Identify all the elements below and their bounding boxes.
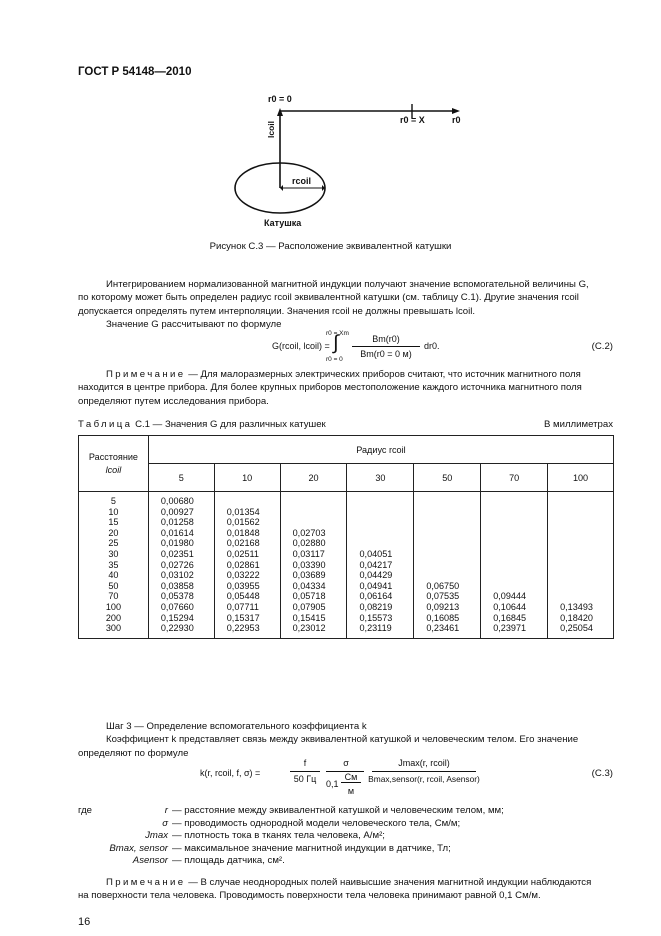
distance-header-text: Расстояние bbox=[88, 451, 138, 462]
value-cell bbox=[426, 507, 480, 518]
r0-axis-label: r0 bbox=[452, 115, 461, 125]
value-cell bbox=[493, 560, 547, 571]
value-cell: 0,16085 bbox=[426, 612, 460, 623]
value-cell: 0,02168 bbox=[226, 538, 260, 549]
value-cell: 0,01258 bbox=[160, 517, 194, 528]
step-3 bbox=[78, 720, 614, 760]
radius-header-cell: 100 bbox=[548, 464, 614, 492]
value-cell: 0,03117 bbox=[292, 548, 325, 559]
table-label: Таблица bbox=[78, 419, 133, 430]
value-cell bbox=[426, 538, 480, 549]
value-cell bbox=[493, 549, 547, 560]
value-cell: 0,07711 bbox=[226, 601, 259, 612]
value-cell: 0,01848 bbox=[226, 527, 260, 538]
value-cell bbox=[560, 517, 613, 528]
distance-cell: 10 bbox=[108, 506, 119, 517]
formula-c2-fraction-bar bbox=[352, 346, 420, 347]
note-2-line-2: на поверхности тела человека. Проводимость поверхности тела человека принимают равной 0,1 См/м. bbox=[78, 890, 541, 902]
value-cell: 0,03858 bbox=[160, 580, 194, 591]
coil-values-table bbox=[78, 435, 614, 639]
value-cell: 0,15317 bbox=[226, 612, 260, 623]
rcoil-label: rcoil bbox=[292, 176, 312, 186]
value-cell bbox=[359, 538, 413, 549]
step-3-line-1: Коэффициент k представляет связь между эквивалентной катушкой и человеческим телом. Его значение bbox=[106, 734, 579, 746]
formula-c3-number: (С.3) bbox=[591, 768, 613, 779]
formula-c3-j-den: Bmax,sensor(r, rcoil, Asensor) bbox=[368, 774, 480, 784]
distance-cell: 30 bbox=[108, 548, 119, 559]
value-cell bbox=[560, 507, 613, 518]
value-cell bbox=[560, 496, 613, 507]
value-column bbox=[347, 492, 414, 639]
formula-c3-j-bar bbox=[372, 771, 476, 772]
value-cell: 0,09444 bbox=[493, 591, 527, 602]
radii-row bbox=[79, 464, 614, 492]
intro-line-1: Интегрированием нормализованной магнитной индукции получают значение вспомогательной величины G, bbox=[106, 279, 589, 290]
value-cell: 0,05718 bbox=[292, 591, 326, 602]
formula-c2-lower-limit: r0 = 0 bbox=[326, 356, 343, 363]
r0-x-label: r0 = X bbox=[400, 115, 425, 125]
value-cell: 0,02351 bbox=[160, 548, 194, 559]
note-1-line-1: — Для малоразмерных электрических приборов считают, что источник магнитного поля bbox=[185, 369, 581, 380]
formula-c3-sigma-den-b: См bbox=[341, 772, 361, 783]
value-cell: 0,00680 bbox=[160, 496, 194, 506]
distance-cell: 25 bbox=[108, 538, 119, 549]
value-cell: 0,03102 bbox=[160, 570, 194, 581]
formula-c3-j-num: Jmax(r, rcoil) bbox=[398, 758, 450, 768]
value-cell: 0,01562 bbox=[226, 517, 260, 528]
value-cell: 0,02703 bbox=[292, 527, 326, 538]
distance-cell: 50 bbox=[108, 580, 119, 591]
value-cell bbox=[560, 560, 613, 571]
formula-c2-lhs: G(rcoil, lcoil) = bbox=[272, 341, 330, 351]
definition-text: — площадь датчика, см². bbox=[172, 855, 285, 867]
value-column bbox=[214, 492, 280, 639]
note-2 bbox=[78, 876, 614, 903]
formula-c2-tail: dr0. bbox=[424, 341, 440, 351]
value-cell bbox=[560, 549, 613, 560]
distance-header-symbol: lcoil bbox=[105, 464, 122, 475]
table-caption bbox=[78, 419, 326, 430]
value-cell: 0,07660 bbox=[160, 601, 194, 612]
value-cell bbox=[560, 538, 613, 549]
r0-zero-label: r0 = 0 bbox=[268, 94, 292, 104]
distance-cell: 35 bbox=[108, 559, 119, 570]
radius-header-cell: 50 bbox=[414, 464, 481, 492]
value-cell: 0,07535 bbox=[426, 591, 460, 602]
coil-position-figure bbox=[220, 90, 480, 235]
formula-c2-upper-limit: r0 = Xm bbox=[326, 330, 349, 337]
value-cell bbox=[426, 528, 480, 539]
value-cell bbox=[426, 570, 480, 581]
value-cell: 0,23461 bbox=[426, 623, 460, 634]
distance-cell: 70 bbox=[108, 591, 119, 602]
note-2-label: Примечание bbox=[106, 877, 186, 888]
definition-term: Jmax bbox=[145, 830, 168, 842]
radius-header-cell: 20 bbox=[280, 464, 347, 492]
value-cell: 0,02861 bbox=[226, 559, 260, 570]
value-cell: 0,23971 bbox=[493, 623, 527, 634]
value-cell: 0,02726 bbox=[160, 559, 194, 570]
document-header: ГОСТ Р 54148—2010 bbox=[78, 66, 192, 78]
value-cell: 0,23119 bbox=[359, 623, 392, 634]
radius-header: Радиус rcoil bbox=[148, 436, 613, 464]
value-cell bbox=[493, 517, 547, 528]
note-1-label: Примечание bbox=[106, 369, 186, 380]
distance-cell: 40 bbox=[108, 570, 119, 581]
definition-term: r bbox=[164, 805, 168, 816]
value-cell bbox=[293, 496, 347, 507]
formula-c3-f-bar bbox=[290, 771, 320, 772]
value-cell: 0,15573 bbox=[359, 612, 393, 623]
intro-line-3: допускается определять путем интерполяции. Значения rcoil не должны превышать lcoil. bbox=[78, 305, 476, 317]
value-cell bbox=[359, 496, 413, 507]
distance-cell: 15 bbox=[108, 517, 119, 528]
value-column bbox=[548, 492, 614, 639]
definition-term: σ bbox=[162, 817, 168, 829]
radius-header-cell: 10 bbox=[214, 464, 280, 492]
formula-c3-sigma-den-a: 0,1 bbox=[326, 779, 339, 789]
value-cell bbox=[560, 528, 613, 539]
distance-cell: 5 bbox=[110, 496, 116, 506]
value-cell: 0,08219 bbox=[359, 601, 393, 612]
value-cell: 0,15415 bbox=[292, 612, 326, 623]
formula-c3-lhs: k(r, rcoil, f, σ) = bbox=[200, 768, 261, 778]
note-1 bbox=[78, 368, 614, 408]
value-cell: 0,05448 bbox=[226, 591, 260, 602]
figure-caption: Рисунок С.3 — Расположение эквивалентной катушки bbox=[209, 241, 452, 252]
note-1-line-3: определяют путем исследования прибора. bbox=[78, 395, 269, 407]
formula-c3-sigma-num: σ bbox=[343, 758, 349, 768]
value-cell: 0,02880 bbox=[292, 538, 326, 549]
value-cell: 0,22953 bbox=[226, 623, 260, 634]
formula-c2-numerator: Bm(r0) bbox=[372, 334, 400, 344]
step-3-title: Шаг 3 — Определение вспомогательного коэффициента k bbox=[106, 721, 367, 732]
value-cell bbox=[227, 496, 280, 507]
value-cell: 0,16845 bbox=[493, 612, 527, 623]
radius-header-cell: 70 bbox=[481, 464, 548, 492]
page-number: 16 bbox=[78, 916, 91, 928]
value-cell bbox=[493, 528, 547, 539]
coil-label: Катушка bbox=[264, 218, 302, 228]
value-cell: 0,04429 bbox=[359, 570, 393, 581]
distance-cell: 200 bbox=[105, 612, 122, 623]
table-body-row bbox=[79, 492, 614, 639]
value-cell bbox=[493, 507, 547, 518]
value-cell: 0,15294 bbox=[160, 612, 194, 623]
distance-cell: 20 bbox=[108, 527, 119, 538]
table-units: В миллиметрах bbox=[543, 419, 613, 430]
value-column bbox=[414, 492, 481, 639]
definition-term: Bmax, sensor bbox=[109, 842, 168, 854]
lcoil-label: lcoil bbox=[266, 120, 276, 138]
definition-term: Asensor bbox=[132, 855, 168, 867]
value-cell: 0,18420 bbox=[560, 612, 593, 623]
definition-text: — плотность тока в тканях тела человека, А/м²; bbox=[172, 830, 385, 842]
value-cell: 0,23012 bbox=[292, 623, 326, 634]
formula-c2-number: (С.2) bbox=[591, 341, 613, 352]
table-caption-text: С.1 — Значения G для различных катушек bbox=[132, 419, 326, 430]
value-column bbox=[481, 492, 548, 639]
definition-text: — проводимость однородной модели человеческого тела, См/м; bbox=[172, 817, 461, 829]
value-cell: 0,00927 bbox=[160, 506, 194, 517]
value-cell bbox=[493, 496, 547, 507]
value-cell bbox=[426, 496, 480, 507]
value-cell bbox=[293, 517, 347, 528]
definition-text: — максимальное значение магнитной индукции в датчике, Тл; bbox=[172, 842, 451, 854]
value-cell bbox=[426, 517, 480, 528]
distance-cell: 300 bbox=[105, 623, 122, 634]
value-cell: 0,04051 bbox=[359, 548, 393, 559]
note-2-line-1: — В случае неоднородных полей наивысшие значения магнитной индукции наблюдаются bbox=[185, 877, 592, 888]
value-column bbox=[148, 492, 214, 639]
distance-header bbox=[79, 436, 149, 492]
value-column bbox=[280, 492, 347, 639]
value-cell: 0,04941 bbox=[359, 580, 393, 591]
formula-c3-sigma-den-c: м bbox=[347, 786, 355, 796]
value-cell: 0,02511 bbox=[226, 548, 259, 559]
value-cell: 0,13493 bbox=[560, 601, 593, 612]
value-cell: 0,25054 bbox=[560, 623, 593, 634]
intro-paragraph bbox=[78, 278, 614, 332]
value-cell: 0,06750 bbox=[426, 580, 460, 591]
value-cell: 0,06164 bbox=[359, 591, 393, 602]
radius-header-cell: 5 bbox=[148, 464, 214, 492]
value-cell: 0,01614 bbox=[160, 527, 194, 538]
distance-cell: 100 bbox=[105, 601, 122, 612]
value-cell bbox=[426, 549, 480, 560]
value-cell: 0,05378 bbox=[160, 591, 194, 602]
intro-line-2: по которому может быть определен радиус rcoil эквивалентной катушки (см. таблицу С.1). Другие значения rcoil bbox=[78, 292, 579, 304]
value-cell: 0,01354 bbox=[226, 506, 260, 517]
value-cell bbox=[426, 560, 480, 571]
value-cell bbox=[493, 570, 547, 581]
value-cell: 0,10644 bbox=[493, 601, 527, 612]
value-cell: 0,01980 bbox=[160, 538, 194, 549]
value-cell: 0,04334 bbox=[292, 580, 326, 591]
value-cell: 0,03222 bbox=[226, 570, 260, 581]
radius-header-cell: 30 bbox=[347, 464, 414, 492]
value-cell bbox=[359, 517, 413, 528]
step-3-line-2: определяют по формуле bbox=[78, 747, 189, 759]
value-cell: 0,04217 bbox=[359, 559, 393, 570]
value-cell: 0,22930 bbox=[160, 623, 194, 634]
value-cell bbox=[359, 528, 413, 539]
intro-line-4: Значение G рассчитывают по формуле bbox=[106, 319, 282, 331]
value-cell bbox=[560, 570, 613, 581]
definition-text: — расстояние между эквивалентной катушкой и человеческим телом, мм; bbox=[172, 805, 504, 816]
value-cell bbox=[560, 591, 613, 602]
formula-c2-denominator: Bm(r0 = 0 м) bbox=[360, 349, 412, 359]
value-cell bbox=[493, 538, 547, 549]
formula-c3-f-den: 50 Гц bbox=[293, 774, 317, 784]
distance-column bbox=[79, 492, 149, 639]
value-cell bbox=[560, 581, 613, 592]
integral-sign: ∫ bbox=[333, 332, 339, 354]
value-cell: 0,03689 bbox=[292, 570, 326, 581]
value-cell: 0,07905 bbox=[292, 601, 326, 612]
value-cell: 0,09213 bbox=[426, 601, 460, 612]
formula-c3-f-num: f bbox=[303, 758, 307, 768]
value-cell bbox=[493, 581, 547, 592]
where-label: где bbox=[78, 805, 93, 816]
value-cell bbox=[359, 507, 413, 518]
value-cell bbox=[293, 507, 347, 518]
note-1-line-2: находится в центре прибора. Для более крупных приборов местоположение каждого источника магнитного поля bbox=[78, 382, 582, 394]
value-cell: 0,03955 bbox=[226, 580, 260, 591]
value-cell: 0,03390 bbox=[292, 559, 326, 570]
